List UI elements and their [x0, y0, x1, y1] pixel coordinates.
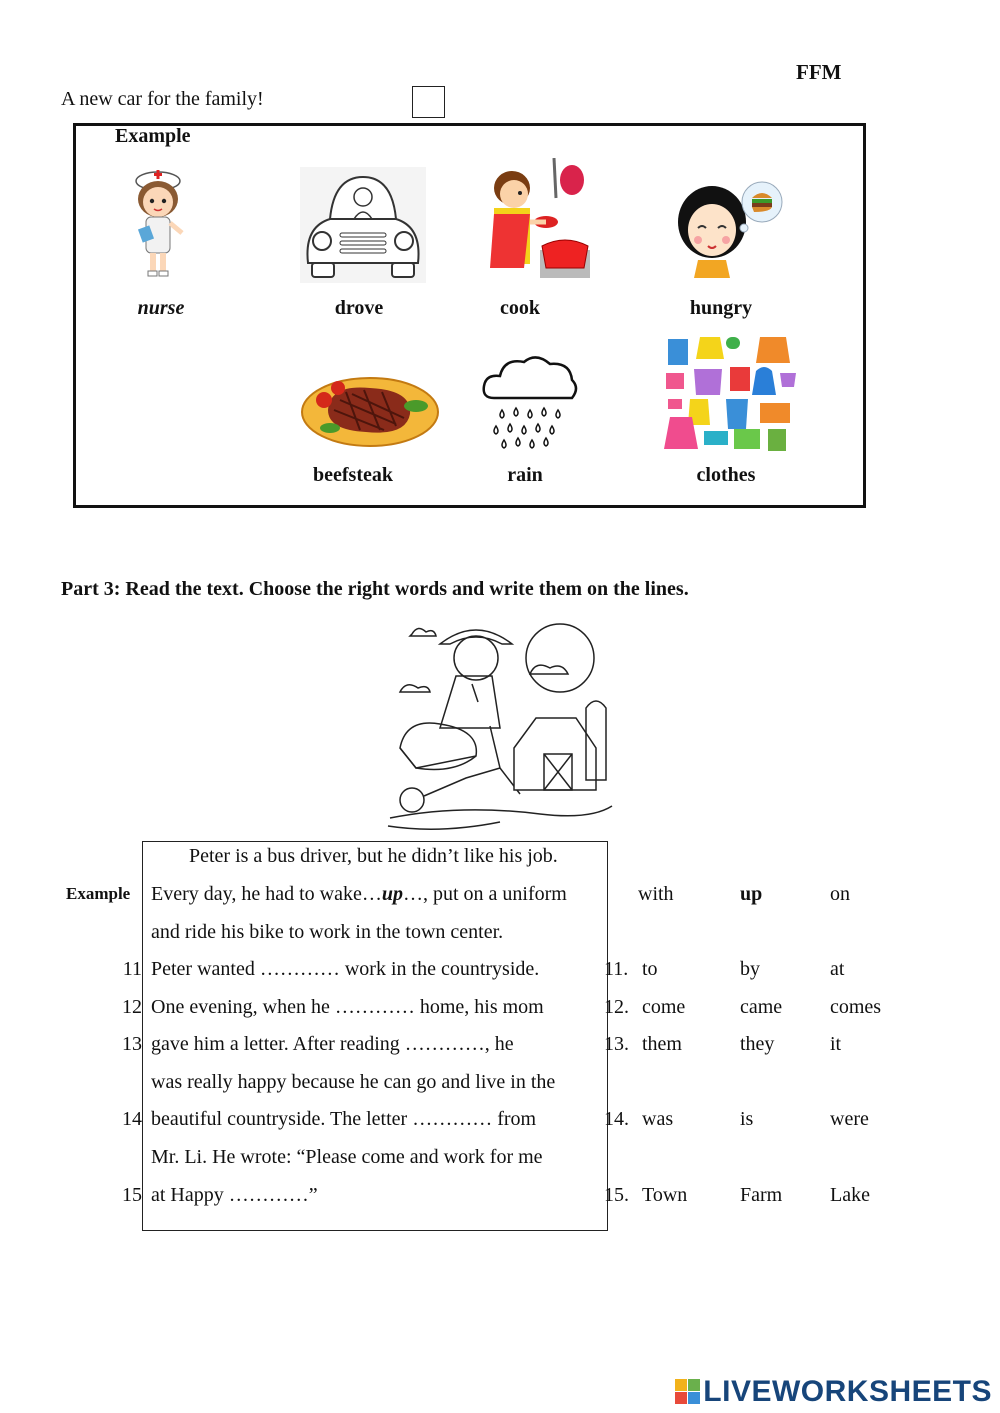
- part3-heading: Part 3: Read the text. Choose the right words and write them on the lines.: [61, 578, 689, 600]
- rain-picture: [480, 352, 580, 452]
- story-line-4: Peter wanted ………… work in the countryside.: [151, 958, 540, 980]
- word-beefsteak: beefsteak: [313, 464, 393, 486]
- farmer-picture: [380, 618, 620, 836]
- option-14-2[interactable]: is: [740, 1108, 754, 1130]
- word-hungry: hungry: [689, 297, 753, 319]
- question-number-12: 12: [122, 996, 142, 1018]
- example-label: Example: [115, 125, 191, 147]
- car-picture: [300, 167, 426, 283]
- option-label-14: 14.: [604, 1108, 629, 1130]
- word-cook: cook: [500, 297, 540, 319]
- story-title: A new car for the family!: [61, 88, 264, 110]
- option-11-1[interactable]: to: [642, 958, 658, 980]
- story-line-1: Peter is a bus driver, but he didn’t like his job.: [189, 845, 558, 867]
- question-number-15: 15: [122, 1184, 142, 1206]
- option-11-2[interactable]: by: [740, 958, 760, 980]
- option-14-3[interactable]: were: [830, 1108, 869, 1130]
- story-line-7: was really happy because he can go and live in the: [151, 1071, 556, 1093]
- header-code: FFM: [796, 60, 842, 84]
- word-drove: drove: [334, 297, 384, 319]
- option-12-3[interactable]: comes: [830, 996, 882, 1018]
- word-rain: rain: [507, 464, 543, 486]
- part3-example-label: Example: [66, 884, 131, 903]
- option-15-2[interactable]: Farm: [740, 1184, 783, 1206]
- story-line-3: and ride his bike to work in the town center.: [151, 921, 504, 943]
- question-number-14: 14: [122, 1108, 142, 1130]
- word-nurse: nurse: [137, 297, 185, 319]
- option-label-11: 11.: [604, 958, 629, 980]
- beefsteak-picture: [300, 366, 440, 452]
- example-answer: up: [381, 883, 403, 905]
- option-example-2: up: [740, 883, 763, 905]
- story-line-10: at Happy …………”: [151, 1184, 318, 1206]
- option-15-3[interactable]: Lake: [830, 1184, 870, 1206]
- option-label-13: 13.: [604, 1033, 629, 1055]
- question-number-11: 11: [122, 958, 142, 980]
- cook-picture: [476, 158, 596, 286]
- story-line-2-end: …, put on a uniform: [402, 883, 567, 905]
- story-line-9: Mr. Li. He wrote: “Please come and work for me: [151, 1146, 543, 1168]
- clothes-picture: [664, 333, 800, 455]
- story-line-8: beautiful countryside. The letter ………… from: [151, 1108, 537, 1130]
- hungry-picture: [674, 180, 790, 280]
- option-14-1[interactable]: was: [642, 1108, 674, 1130]
- option-15-1[interactable]: Town: [642, 1184, 688, 1206]
- title-answer-box[interactable]: [412, 86, 445, 118]
- liveworksheets-logo: [675, 1374, 992, 1410]
- question-number-13: 13: [122, 1033, 142, 1055]
- option-label-12: 12.: [604, 996, 629, 1018]
- option-13-1[interactable]: them: [642, 1033, 682, 1055]
- option-11-3[interactable]: at: [830, 958, 845, 980]
- option-example-3: on: [830, 883, 850, 905]
- option-13-2[interactable]: they: [740, 1033, 775, 1055]
- option-example-1: with: [638, 883, 674, 905]
- option-label-15: 15.: [604, 1184, 629, 1206]
- story-line-5: One evening, when he ………… home, his mom: [151, 996, 544, 1018]
- nurse-picture: [126, 167, 190, 279]
- liveworksheets-logo-icon: [675, 1379, 701, 1405]
- word-clothes: clothes: [696, 464, 756, 486]
- option-12-2[interactable]: came: [740, 996, 783, 1018]
- story-line-6: gave him a letter. After reading …………, he: [151, 1033, 514, 1055]
- story-line-2-start: Every day, he had to wake…: [151, 883, 382, 905]
- option-12-1[interactable]: come: [642, 996, 686, 1018]
- story-line-2: [151, 883, 567, 906]
- liveworksheets-logo-text: LIVEWORKSHEETS: [703, 1375, 992, 1408]
- option-13-3[interactable]: it: [830, 1033, 842, 1055]
